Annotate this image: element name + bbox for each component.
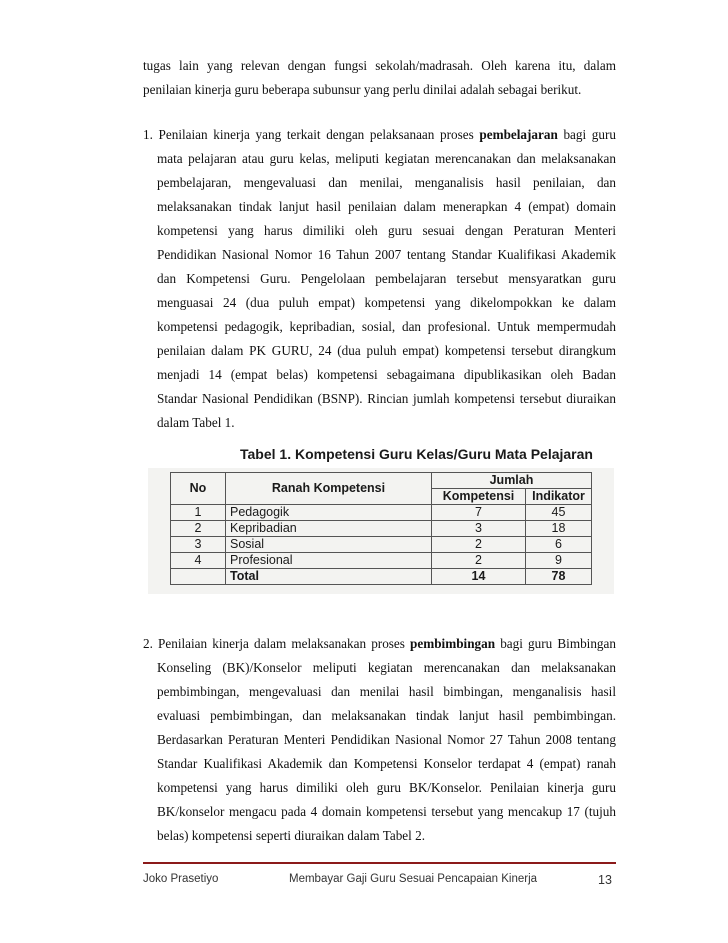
table-row: [171, 505, 592, 521]
cell-ranah: Profesional: [226, 553, 432, 569]
intro-line: tugas lain yang relevan dengan fungsi sekolah/madrasah. Oleh karena itu, dalam: [143, 58, 616, 73]
item-1-first-line: [143, 123, 616, 147]
item-1-line: pembelajaran, mengevaluasi dan menilai, menganalisis hasil penilaian, dan: [157, 175, 616, 190]
item-1-line: melaksanakan tindak lanjut hasil penilaian dalam menerapkan 4 (empat) domain: [157, 199, 616, 214]
intro-line: penilaian kinerja guru beberapa subunsur yang perlu dinilai adalah sebagai berikut.: [143, 82, 582, 97]
item-1-line: menguasai 24 (dua puluh empat) kompetensi yang dikelompokkan ke dalam: [157, 295, 616, 310]
item-1-bold-term: pembelajaran: [479, 127, 558, 142]
item-1-text: bagi guru: [557, 127, 616, 142]
table-row: [171, 553, 592, 569]
item-1-line: menjadi 14 (empat belas) kompetensi sebagaimana dipublikasikan oleh Badan: [157, 367, 616, 382]
item-1-text: 1. Penilaian kinerja yang terkait dengan pelaksanaan proses: [143, 127, 480, 142]
item-1-line: mata pelajaran atau guru kelas, meliputi kegiatan merencanakan dan melaksanakan: [157, 151, 616, 166]
cell-ranah: Kepribadian: [226, 521, 432, 537]
header-jumlah: Jumlah: [432, 473, 592, 489]
header-no: No: [171, 473, 226, 505]
cell-indikator: 9: [526, 553, 592, 569]
item-2-line: kompetensi yang harus dimiliki oleh guru BK/Konselor. Penilaian kinerja guru: [157, 780, 616, 795]
item-1-line: kompetensi pedagogik, kepribadian, sosial, dan profesional. Untuk mempermudah: [157, 319, 616, 334]
item-2-line: belas) kompetensi seperti diuraikan dalam Tabel 2.: [157, 828, 425, 843]
item-1-paragraph: [143, 123, 616, 435]
footer-author: Joko Prasetiyo: [143, 873, 219, 885]
cell-no: 4: [171, 553, 226, 569]
cell-kompetensi: 2: [432, 553, 526, 569]
page-number: 13: [598, 873, 612, 887]
item-2-first-line: [143, 632, 616, 656]
header-indikator: Indikator: [526, 489, 592, 505]
item-2-line: Konseling (BK)/Konselor meliputi kegiatan merencanakan dan melaksanakan: [157, 660, 616, 675]
cell-total-label: Total: [226, 569, 432, 585]
cell-indikator: 6: [526, 537, 592, 553]
cell-indikator: 45: [526, 505, 592, 521]
footer-rule: [143, 862, 616, 864]
item-2-bold-term: pembimbingan: [410, 636, 496, 651]
cell-kompetensi: 3: [432, 521, 526, 537]
item-2-text: bagi guru Bimbingan: [495, 636, 616, 651]
item-2-line: Standar Kualifikasi Akademik dan Kompetensi Konselor terdapat 4 (empat) ranah: [157, 756, 616, 771]
item-2-paragraph: [143, 632, 616, 848]
table-1-title: Tabel 1. Kompetensi Guru Kelas/Guru Mata Pelajaran: [240, 446, 593, 462]
header-kompetensi: Kompetensi: [432, 489, 526, 505]
item-1-line: dan Kompetensi Guru. Pengelolaan pembelajaran tersebut mensyaratkan guru: [157, 271, 616, 286]
cell-kompetensi: 7: [432, 505, 526, 521]
competency-table: [170, 472, 592, 585]
cell-ranah: Sosial: [226, 537, 432, 553]
cell-indikator: 18: [526, 521, 592, 537]
table-1-image: [148, 468, 614, 594]
item-1-line: Standar Nasional Pendidikan (BSNP). Rincian jumlah kompetensi tersebut diuraikan: [157, 391, 616, 406]
cell-kompetensi: 2: [432, 537, 526, 553]
item-2-line: pembimbingan, mengevaluasi dan menilai hasil bimbingan, menganalisis hasil: [157, 684, 616, 699]
intro-paragraph: [143, 54, 616, 102]
cell-ranah: Pedagogik: [226, 505, 432, 521]
cell-total-indikator: 78: [526, 569, 592, 585]
item-1-line: penilaian dalam PK GURU, 24 (dua puluh empat) kompetensi tersebut dirangkum: [157, 343, 616, 358]
item-1-line: kompetensi yang harus dimiliki oleh guru sesuai dengan Peraturan Menteri: [157, 223, 616, 238]
table-total-row: [171, 569, 592, 585]
item-2-line: evaluasi pembimbingan, dan melaksanakan tindak lanjut hasil pembimbingan.: [157, 708, 616, 723]
header-ranah: Ranah Kompetensi: [226, 473, 432, 505]
cell-no: 3: [171, 537, 226, 553]
table-row: [171, 537, 592, 553]
cell-total-kompetensi: 14: [432, 569, 526, 585]
item-1-line: Pendidikan Nasional Nomor 16 Tahun 2007 tentang Standar Kualifikasi Akademik: [157, 247, 616, 262]
cell-empty: [171, 569, 226, 585]
item-2-text: 2. Penilaian kinerja dalam melaksanakan proses: [143, 636, 411, 651]
item-2-line: Berdasarkan Peraturan Menteri Pendidikan Nasional Nomor 27 Tahun 2008 tentang: [157, 732, 616, 747]
item-2-line: BK/konselor mengacu pada 4 domain kompetensi tersebut yang mencakup 17 (tujuh: [157, 804, 616, 819]
cell-no: 2: [171, 521, 226, 537]
item-1-line: dalam Tabel 1.: [157, 415, 235, 430]
footer-title: Membayar Gaji Guru Sesuai Pencapaian Kinerja: [289, 873, 538, 885]
cell-no: 1: [171, 505, 226, 521]
table-row: [171, 521, 592, 537]
